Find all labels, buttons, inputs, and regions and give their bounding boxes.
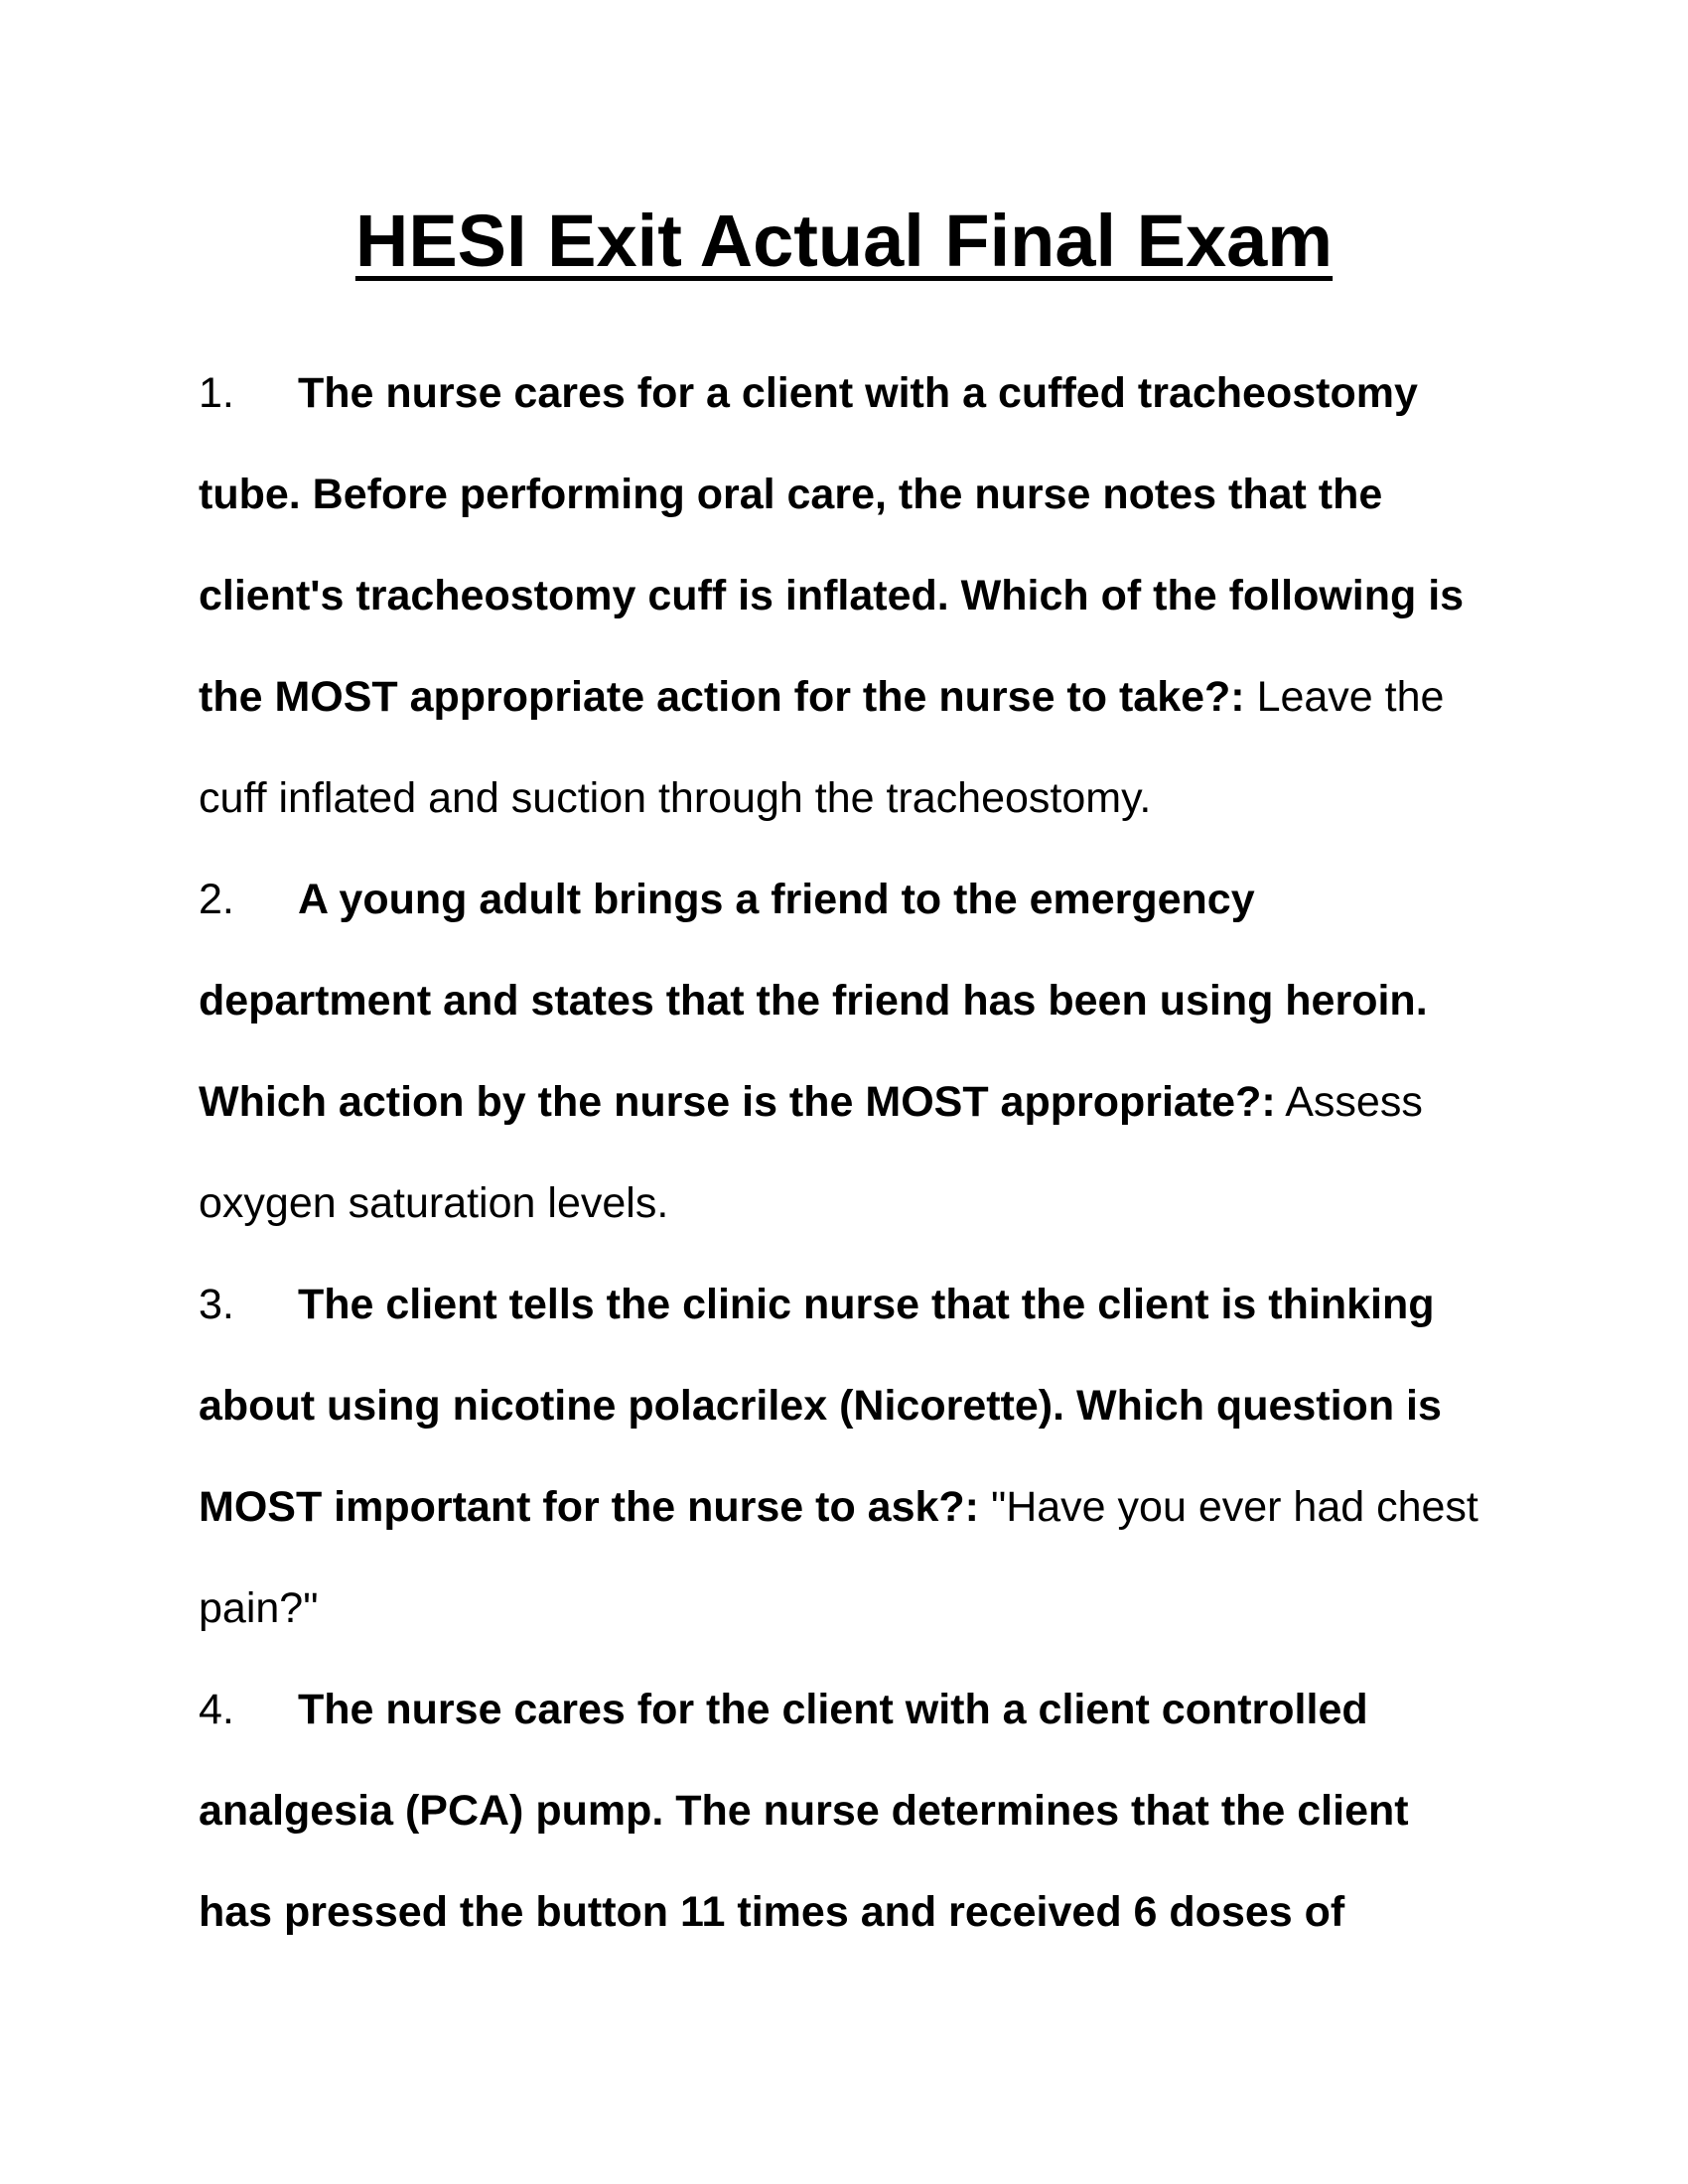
question-item-3: [199, 1254, 1489, 1659]
question-number: 2.: [199, 876, 234, 923]
question-item-2: [199, 849, 1489, 1254]
question-stem: A young adult brings a friend to the emergency department and states that the friend has been using heroin. Which action by the nurse is the MOST appropriate?:: [199, 876, 1428, 1126]
question-list: [199, 342, 1489, 1963]
question-stem: The client tells the clinic nurse that the client is thinking about using nicotine polacrilex (Nicorette). Which question is MOST important for the nurse to ask?:: [199, 1281, 1442, 1531]
question-number: 3.: [199, 1281, 234, 1328]
question-answer: Assess oxygen saturation levels.: [199, 1078, 1423, 1227]
question-number: 4.: [199, 1686, 234, 1733]
question-answer: "Have you ever had chest pain?": [199, 1483, 1478, 1632]
question-stem: The nurse cares for a client with a cuffed tracheostomy tube. Before performing oral care, the nurse notes that the client's tracheostomy cuff is inflated. Which of the following is the MOST appropriate action for the nurse to take?:: [199, 369, 1465, 721]
question-item-1: [199, 342, 1489, 849]
document-title: HESI Exit Actual Final Exam: [354, 200, 1334, 282]
question-number: 1.: [199, 369, 234, 417]
question-item-4: [199, 1659, 1489, 1963]
question-stem: The nurse cares for the client with a client controlled analgesia (PCA) pump. The nurse determines that the client has pressed the button 11 times and received 6 doses of: [199, 1686, 1409, 1936]
question-answer: Leave the cuff inflated and suction through the tracheostomy.: [199, 673, 1445, 822]
